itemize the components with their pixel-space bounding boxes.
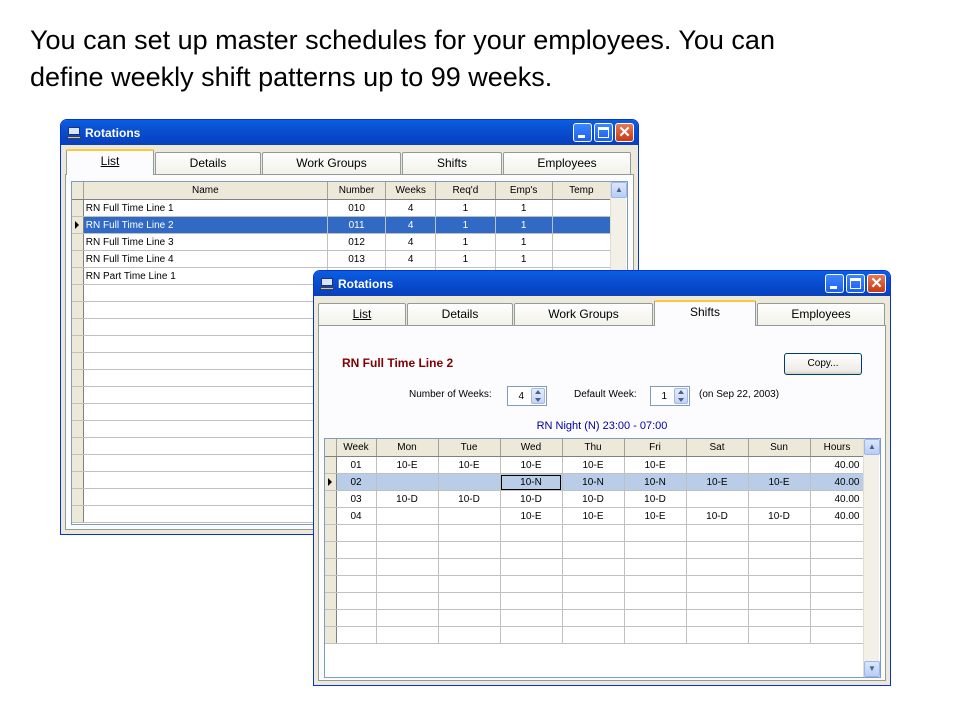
table-cell[interactable] [438,559,500,576]
table-cell[interactable] [624,576,686,593]
table-cell[interactable] [500,593,562,610]
row-indicator[interactable] [72,404,83,421]
table-cell[interactable] [438,610,500,627]
table-cell[interactable]: 011 [327,217,385,234]
tab-work-groups[interactable]: Work Groups [514,303,653,325]
table-row[interactable] [325,542,864,559]
table-cell[interactable] [562,593,624,610]
table-cell[interactable]: 1 [495,200,552,217]
caption-line-1: You can set up master schedules for your employees. You can [30,25,775,55]
table-cell[interactable] [748,491,810,508]
table-cell[interactable] [562,627,624,644]
row-indicator[interactable] [325,627,336,644]
tab-shifts[interactable]: Shifts [654,300,756,326]
table-cell[interactable]: 1 [495,234,552,251]
table-cell[interactable] [810,525,864,542]
table-cell[interactable]: RN Full Time Line 3 [83,234,327,251]
table-cell[interactable]: 40.00 [810,457,864,474]
table-cell[interactable]: 10-D [376,491,438,508]
table-cell[interactable] [83,285,327,302]
row-indicator[interactable] [72,234,83,251]
column-header[interactable]: Number [327,182,385,200]
row-indicator[interactable] [325,593,336,610]
row-indicator[interactable] [325,542,336,559]
table-cell[interactable]: 1 [436,217,495,234]
table-cell[interactable]: RN Full Time Line 1 [83,200,327,217]
table-row[interactable] [325,525,864,542]
maximize-button[interactable] [594,123,613,142]
table-cell[interactable]: 10-E [376,457,438,474]
row-indicator[interactable] [72,285,83,302]
table-cell[interactable] [686,525,748,542]
row-indicator[interactable] [72,370,83,387]
table-cell[interactable]: 10-D [500,491,562,508]
window-title: Rotations [338,276,394,291]
table-cell[interactable] [376,627,438,644]
table-row[interactable] [72,234,611,251]
table-cell[interactable] [552,251,610,268]
table-cell[interactable]: 010 [327,200,385,217]
table-cell[interactable] [686,457,748,474]
row-indicator[interactable] [72,319,83,336]
table-cell[interactable] [624,525,686,542]
table-cell[interactable] [438,542,500,559]
table-cell[interactable]: 1 [495,251,552,268]
tab-list[interactable]: List [318,303,406,325]
column-header[interactable]: Week [336,439,376,457]
spin-updown-icon[interactable] [674,388,688,404]
table-cell[interactable] [376,559,438,576]
table-cell[interactable]: 10-D [686,508,748,525]
caption [30,22,950,96]
scroll-up-button[interactable]: ▲ [864,439,880,455]
table-cell[interactable]: 10-E [562,457,624,474]
table-cell[interactable] [83,353,327,370]
table-cell[interactable] [686,627,748,644]
table-row[interactable] [325,627,864,644]
row-indicator[interactable] [325,559,336,576]
table-cell[interactable] [83,472,327,489]
table-cell[interactable] [552,200,610,217]
table-cell[interactable] [376,542,438,559]
row-indicator[interactable] [72,353,83,370]
table-cell[interactable] [336,627,376,644]
table-cell[interactable] [83,336,327,353]
table-cell[interactable] [500,559,562,576]
tab-details[interactable]: Details [155,152,261,174]
table-row[interactable] [325,593,864,610]
table-cell[interactable] [562,576,624,593]
number-of-weeks-label: Number of Weeks: [409,389,492,400]
table-row[interactable] [325,491,864,508]
vertical-scrollbar[interactable] [863,439,879,677]
table-cell[interactable]: 1 [436,251,495,268]
table-cell[interactable] [624,627,686,644]
window-title: Rotations [85,125,141,140]
table-cell[interactable] [748,593,810,610]
table-cell[interactable]: 10-E [748,474,810,491]
table-cell[interactable] [83,404,327,421]
column-header[interactable]: Thu [562,439,624,457]
table-cell[interactable] [500,525,562,542]
maximize-button[interactable] [846,274,865,293]
row-indicator[interactable] [72,200,83,217]
row-indicator[interactable] [325,491,336,508]
table-cell[interactable] [336,542,376,559]
table-cell[interactable]: 03 [336,491,376,508]
tab-employees[interactable]: Employees [757,303,885,325]
table-cell[interactable] [376,610,438,627]
table-cell[interactable] [748,627,810,644]
current-row-arrow-icon [75,221,79,229]
row-indicator[interactable] [325,474,336,491]
computer-icon [67,127,81,139]
table-cell[interactable]: 40.00 [810,491,864,508]
table-cell[interactable]: 4 [386,200,436,217]
table-cell[interactable] [552,234,610,251]
table-cell[interactable] [686,610,748,627]
table-cell[interactable] [376,576,438,593]
column-header[interactable]: Temp [552,182,610,200]
table-cell[interactable] [83,387,327,404]
row-indicator[interactable] [72,302,83,319]
tab-employees[interactable]: Employees [503,152,631,174]
table-cell[interactable] [438,593,500,610]
table-cell[interactable] [83,370,327,387]
column-header[interactable]: Weeks [386,182,436,200]
row-indicator[interactable] [325,525,336,542]
table-cell[interactable] [83,506,327,523]
table-cell[interactable] [686,593,748,610]
table-cell[interactable]: 04 [336,508,376,525]
table-cell[interactable] [562,525,624,542]
computer-icon [320,278,334,290]
table-cell[interactable] [624,610,686,627]
table-cell[interactable]: 4 [386,251,436,268]
row-indicator[interactable] [72,387,83,404]
table-cell[interactable]: 10-D [438,491,500,508]
spin-updown-icon[interactable] [531,388,545,404]
table-cell[interactable] [562,559,624,576]
row-indicator[interactable] [72,251,83,268]
table-cell[interactable] [83,489,327,506]
default-week-value: 1 [661,391,667,402]
shifts-panel [318,325,886,681]
tab-shifts[interactable]: Shifts [402,152,502,174]
table-cell[interactable] [438,525,500,542]
table-cell[interactable] [624,559,686,576]
column-header[interactable]: Sat [686,439,748,457]
table-cell[interactable] [748,576,810,593]
table-row[interactable] [325,457,864,474]
row-indicator[interactable] [72,472,83,489]
row-indicator[interactable] [72,336,83,353]
column-header[interactable]: Req'd [436,182,495,200]
table-cell[interactable] [500,627,562,644]
row-indicator[interactable] [325,610,336,627]
row-indicator[interactable] [72,217,83,234]
table-cell[interactable] [748,457,810,474]
row-indicator[interactable] [72,268,83,285]
table-cell[interactable] [376,474,438,491]
table-cell[interactable]: 1 [495,217,552,234]
table-cell[interactable] [83,319,327,336]
column-header[interactable]: Hours [810,439,864,457]
table-cell[interactable] [500,576,562,593]
table-cell[interactable] [336,525,376,542]
table-cell[interactable]: 10-N [624,474,686,491]
table-cell[interactable] [438,508,500,525]
table-cell[interactable] [686,491,748,508]
title-bar[interactable] [61,120,638,145]
table-cell[interactable] [376,525,438,542]
table-cell[interactable]: 01 [336,457,376,474]
table-cell[interactable] [83,455,327,472]
table-row[interactable] [325,559,864,576]
table-cell[interactable] [562,542,624,559]
scroll-up-button[interactable]: ▲ [611,182,627,198]
table-row[interactable] [325,610,864,627]
table-cell[interactable]: 02 [336,474,376,491]
table-row[interactable] [325,508,864,525]
table-cell[interactable]: 10-E [500,508,562,525]
table-row[interactable] [72,251,611,268]
number-of-weeks-stepper[interactable] [507,386,547,406]
table-cell[interactable] [810,627,864,644]
number-of-weeks-value: 4 [518,391,524,402]
table-cell[interactable] [552,217,610,234]
table-cell[interactable]: 40.00 [810,474,864,491]
table-cell[interactable] [624,593,686,610]
row-indicator[interactable] [325,576,336,593]
table-cell[interactable]: RN Part Time Line 1 [83,268,327,285]
table-cell[interactable] [624,542,686,559]
row-indicator[interactable] [72,421,83,438]
table-cell[interactable] [336,610,376,627]
table-row[interactable] [72,200,611,217]
table-cell[interactable]: 4 [386,217,436,234]
table-cell[interactable] [438,474,500,491]
table-cell[interactable]: 1 [436,200,495,217]
default-week-date: (on Sep 22, 2003) [699,389,780,400]
row-indicator[interactable] [325,457,336,474]
table-cell[interactable] [336,559,376,576]
tab-work-groups[interactable]: Work Groups [262,152,401,174]
table-cell[interactable] [810,559,864,576]
table-cell[interactable] [336,593,376,610]
table-row[interactable] [325,576,864,593]
table-cell[interactable]: 10-D [624,491,686,508]
row-indicator[interactable] [72,489,83,506]
table-cell[interactable]: 40.00 [810,508,864,525]
minimize-button[interactable] [825,274,844,293]
table-cell[interactable] [686,559,748,576]
table-cell[interactable]: 10-E [438,457,500,474]
table-cell[interactable] [686,542,748,559]
scroll-down-button[interactable]: ▼ [864,661,880,677]
current-row-arrow-icon [328,478,332,486]
row-indicator[interactable] [72,506,83,523]
table-cell[interactable] [438,627,500,644]
row-indicator[interactable] [72,438,83,455]
table-cell[interactable] [562,610,624,627]
column-header[interactable]: Emp's [495,182,552,200]
table-row[interactable] [72,217,611,234]
rotations-window-shifts[interactable] [313,270,891,686]
table-cell[interactable]: 013 [327,251,385,268]
table-cell[interactable]: RN Full Time Line 2 [83,217,327,234]
table-cell[interactable]: 1 [436,234,495,251]
table-cell[interactable] [748,525,810,542]
column-header[interactable]: Name [83,182,327,200]
table-cell[interactable] [810,610,864,627]
table-cell[interactable] [438,576,500,593]
table-cell[interactable] [810,576,864,593]
rotation-heading: RN Full Time Line 2 [342,356,454,370]
table-cell[interactable] [83,302,327,319]
table-cell[interactable] [748,610,810,627]
table-cell[interactable] [748,542,810,559]
tab-details[interactable]: Details [407,303,513,325]
title-bar[interactable] [314,271,890,296]
row-indicator[interactable] [325,508,336,525]
default-week-label: Default Week: [574,389,637,400]
table-cell[interactable]: 012 [327,234,385,251]
column-header[interactable]: Tue [438,439,500,457]
caption-line-2: define weekly shift patterns up to 99 weeks. [30,62,553,92]
table-cell[interactable] [810,593,864,610]
column-header[interactable]: Sun [748,439,810,457]
table-row[interactable] [325,474,864,491]
tab-list[interactable]: List [66,149,154,175]
table-cell[interactable]: 10-E [562,508,624,525]
week-schedule-grid [324,438,881,678]
table-cell[interactable]: 10-E [624,508,686,525]
table-cell[interactable] [376,508,438,525]
default-week-stepper[interactable] [650,386,690,406]
table-cell[interactable] [748,559,810,576]
column-header[interactable]: Fri [624,439,686,457]
table-cell[interactable]: 4 [386,234,436,251]
table-cell[interactable] [376,593,438,610]
table-cell[interactable]: 10-D [562,491,624,508]
row-indicator[interactable] [72,455,83,472]
table-cell[interactable] [500,610,562,627]
table-cell[interactable]: 10-E [624,457,686,474]
table-cell[interactable] [83,421,327,438]
table-cell[interactable] [336,576,376,593]
table-cell[interactable]: 10-D [748,508,810,525]
table-cell[interactable]: 10-N [500,474,562,491]
table-cell[interactable]: RN Full Time Line 4 [83,251,327,268]
table-cell[interactable] [810,542,864,559]
close-button[interactable]: ✕ [615,123,634,142]
close-button[interactable]: ✕ [867,274,886,293]
table-cell[interactable] [83,438,327,455]
table-cell[interactable] [686,576,748,593]
column-header[interactable]: Wed [500,439,562,457]
minimize-button[interactable] [573,123,592,142]
table-cell[interactable]: 10-N [562,474,624,491]
table-cell[interactable] [500,542,562,559]
shift-info: RN Night (N) 23:00 - 07:00 [536,420,668,432]
table-cell[interactable]: 10-E [500,457,562,474]
copy-button[interactable]: Copy... [784,353,862,375]
column-header[interactable]: Mon [376,439,438,457]
table-cell[interactable]: 10-E [686,474,748,491]
